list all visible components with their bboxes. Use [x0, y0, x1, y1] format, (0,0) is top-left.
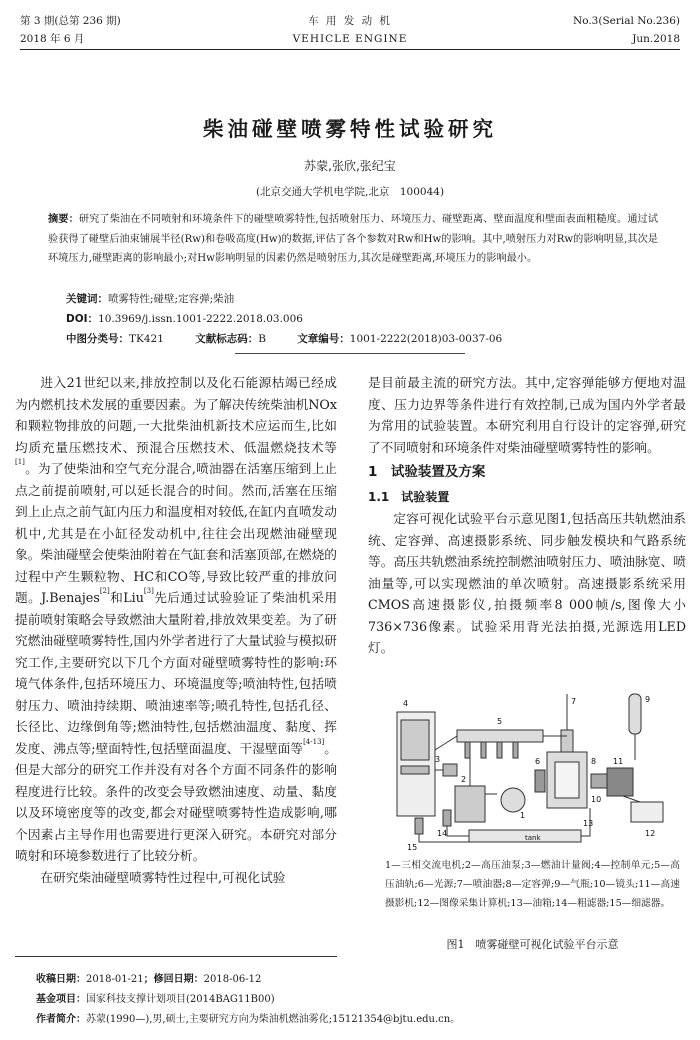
tank-label: tank	[525, 834, 541, 842]
footnote-author	[36, 1013, 676, 1027]
figure-label-2: 2	[461, 775, 467, 784]
header-journal-cn: 车 用 发 动 机	[308, 15, 392, 27]
figure-label-7: 7	[571, 697, 577, 706]
section-heading-1-1: 1.1 试验装置	[368, 490, 450, 504]
figure-label-4: 4	[403, 699, 409, 708]
footnote-fund	[36, 993, 676, 1007]
abstract-label: 摘要：	[48, 214, 79, 225]
left-column-rule	[15, 956, 337, 957]
received-label: 收稿日期：	[36, 974, 86, 985]
classification	[66, 332, 502, 346]
separator	[235, 353, 465, 354]
test-platform-schematic	[385, 690, 685, 852]
fine-filter	[415, 818, 423, 834]
figure-label-10: 10	[591, 795, 602, 804]
high-speed-camera	[607, 768, 633, 796]
footnote-dates	[36, 973, 676, 987]
keywords-label: 关键词：	[66, 293, 108, 305]
header-rule	[20, 49, 680, 50]
method-paragraph: 是目前最主流的研究方法。其中,定容弹能够方便地对温度、压力边界等条件进行有效控制,已成为国内外学者最为常用的试验装置。本研究利用自行设计的定容弹,研究了不同喷射和环境条件对柴油碰壁喷雾特性的影响。	[368, 375, 686, 455]
author-text: 苏蒙(1990—),男,硕士,主要研究方向为柴油机燃油雾化;15121354@bjtu.edu.cn。	[86, 1014, 461, 1025]
light-source	[535, 770, 545, 792]
code-label: 文献标志码：	[195, 333, 259, 345]
author-label: 作者简介：	[36, 1014, 86, 1025]
header-date-en: Jun.2018	[632, 33, 680, 45]
keywords	[66, 292, 234, 306]
doi	[66, 312, 303, 326]
article-value: 1001-2222(2018)03-0037-06	[349, 333, 503, 345]
high-pressure-pump	[455, 786, 485, 822]
lens	[591, 774, 607, 788]
figure-title: 图1 喷雾碰壁可视化试验平台示意	[446, 938, 619, 951]
citation-4: [4-13]	[303, 737, 325, 746]
coarse-filter	[443, 810, 451, 826]
fund-text: 国家科技支撑计划项目(2014BAG11B00)	[86, 994, 275, 1005]
paper-title: 柴油碰壁喷雾特性试验研究	[203, 117, 497, 141]
figure-label-1: 1	[520, 811, 526, 820]
header-issue-en: No.3(Serial No.236)	[573, 15, 680, 27]
figure-legend: 1—三相交流电机;2—高压油泵;3—燃油计量阀;4—控制单元;5—高压油轨;6—光源;7—喷油器;8—定容弹;9—气瓶;10—镜头;11—高速摄影机;12—图像采集计算机;13—油箱;14—粗滤器;15—细滤器。	[385, 860, 680, 909]
authors: 苏蒙,张欣,张纪宝	[304, 159, 396, 173]
code-value: B	[258, 333, 266, 345]
right-column	[368, 372, 686, 659]
section-heading-1: 1 试验装置及方案	[368, 464, 486, 480]
figure-label-5: 5	[497, 717, 503, 726]
doi-label: DOI：	[66, 313, 99, 325]
citation-2: [2]	[99, 587, 110, 595]
header-date: 2018 年 6 月	[20, 33, 85, 45]
header-journal-en: VEHICLE ENGINE	[292, 33, 408, 45]
clc-value: TK421	[129, 333, 164, 345]
figure-label-13: 13	[583, 819, 594, 828]
header-issue: 第 3 期(总第 236 期)	[20, 15, 121, 27]
clc-label: 中图分类号：	[66, 333, 129, 345]
fund-label: 基金项目：	[36, 994, 86, 1005]
high-pressure-rail	[457, 730, 543, 742]
figure-label-15: 15	[407, 843, 418, 852]
keywords-text: 喷雾特性;碰壁;定容弹;柴油	[108, 293, 235, 305]
citation-1: [1]	[15, 458, 25, 466]
doi-text: 10.3969/j.issn.1001-2222.2018.03.006	[98, 313, 303, 325]
figure-label-8: 8	[591, 757, 597, 766]
figure-label-14: 14	[437, 829, 448, 838]
abstract	[48, 210, 658, 269]
figure-label-11: 11	[613, 757, 624, 766]
revised-date: 2018-06-12	[203, 974, 262, 985]
metering-valve	[443, 764, 457, 776]
intro-paragraph-2: 在研究柴油碰壁喷雾特性过程中,可视化试验	[40, 869, 286, 885]
left-column	[15, 372, 337, 888]
gas-bottle	[629, 694, 641, 734]
figure-label-6: 6	[535, 757, 541, 766]
received-date: 2018-01-21	[86, 974, 144, 985]
affiliation: (北京交通大学机电学院,北京 100044)	[255, 186, 445, 198]
abstract-text: 研究了柴油在不同喷射和环境条件下的碰壁喷雾特性,包括喷射压力、环境压力、碰壁距离、壁面温度和壁面表面粗糙度。通过试验获得了碰壁后油束铺展半径(Rw)和卷吸高度(Hw)的数据,评估了各个参数对Rw和Hw的影响。其中,喷射压力对Rw的影响明显,其次是环境压力,碰壁距离的影响最小;对Hw影响明显的因素仍然是喷射压力,其次是碰壁距离,环境压力的影响最小。	[48, 214, 659, 265]
article-label: 文章编号：	[297, 333, 350, 345]
electric-motor	[501, 788, 525, 812]
computer	[631, 802, 663, 822]
revised-label: ；修回日期：	[143, 974, 204, 985]
setup-paragraph: 定容可视化试验平台示意见图1,包括高压共轨燃油系统、定容弹、高速摄影系统、同步触发模块和气路系统等。高压共轨燃油系统控制燃油喷射压力、喷油脉宽、喷油量等,可以实现燃油的单次喷射。高速摄影系统采用CMOS高速摄影仪,拍摄频率8 000帧/s,图像大小736×736像素。试验采用背光法拍摄,光源选用LED灯。	[368, 511, 686, 655]
figure-label-3: 3	[435, 755, 441, 764]
figure-label-9: 9	[645, 695, 651, 704]
figure-label-12: 12	[645, 829, 656, 838]
intro-paragraph: 进入21世纪以来,排放控制以及化石能源枯竭已经成为内燃机技术发展的重要因素。为了解决传统柴油机NOx和颗粒物排放的问题,一大批柴油机新技术应运而生,比如均质充量压燃技术、预混合压燃技术、低温燃烧技术等[1]。为了使柴油和空气充分混合,喷油器在活塞压缩到上止点之前提前喷射,可以延长混合的时间。然而,活塞在压缩到上止点之前气缸内压力和温度相对较低,在缸内直喷发动机中,尤其是在小缸径发动机中,往往会出现燃油碰壁现象。柴油碰壁会使柴油附着在气缸套和活塞顶部,在燃烧的过程中产生颗粒物、HC和CO等,导致比较严重的排放问题。J.Benajes[2]和Liu[3]先后通过试验验证了柴油机采用提前喷射策略会导致燃油大量附着,排放效果变差。为了研究燃油碰壁喷雾特性,国内外学者进行了大量试验与模拟研究工作,主要研究以下几个方面对碰壁喷雾特性的影响:环境气体条件,包括环境压力、环境温度等;喷油特性,包括喷射压力、喷油持续期、喷油速率等;喷孔特性,包括孔径、长径比、边缘倒角等;燃油特性,包括燃油温度、黏度、挥发度、沸点等;壁面特性,包括壁面温度、干湿壁面等[4-13]。但是大部分的研究工作并没有对各个方面不同条件的影响程度进行比较。条件的改变会导致燃油速度、动量、黏度以及环境密度等的改变,都会对碰壁喷雾特性造成影响,哪个因素占主导作用也需要进行更深入研究。本研究对部分喷射和环境参数进行了比较分析。	[15, 375, 338, 863]
citation-3: [3]	[143, 587, 154, 595]
